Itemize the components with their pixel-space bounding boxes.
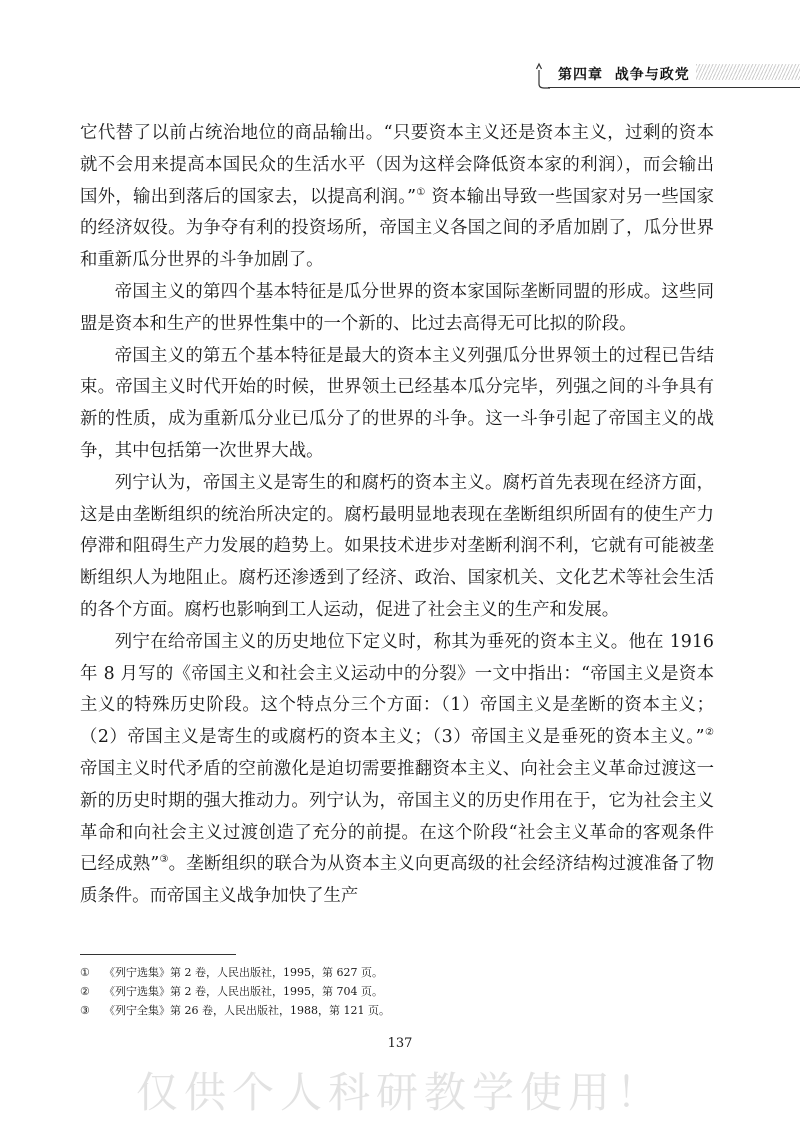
footnote-item bbox=[80, 963, 640, 982]
footnote-text: 《列宁选集》第 2 卷，人民出版社，1995，第 704 页。 bbox=[104, 985, 383, 998]
chapter-heading bbox=[558, 64, 690, 84]
header-hook-icon bbox=[536, 60, 550, 94]
footnotes bbox=[80, 963, 640, 1020]
paragraph: 列宁认为，帝国主义是寄生的和腐朽的资本主义。腐朽首先表现在经济方面，这是由垄断组织的统治所决定的。腐朽最明显地表现在垄断组织所固有的使生产力停滞和阻碍生产力发展的趋势上。如果技术进步对垄断利润不利，它就有可能被垄断组织人为地阻止。腐朽还渗透到了经济、政治、国家机关、文化艺术等社会生活的各个方面。腐朽也影响到工人运动，促进了社会主义的生产和发展。 bbox=[80, 472, 714, 620]
paragraph: 它代替了以前占统治地位的商品输出。“只要资本主义还是资本主义，过剩的资本就不会用来提高本国民众的生活水平（因为这样会降低资本家的利润），而会输出国外，输出到落后的国家去，以提高利润。”① 资本输出导致一些国家对另一些国家的经济奴役。为争夺有利的投资场所，帝国主义各国之间的矛盾加剧了，瓜分世界和重新瓜分世界的斗争加剧了。 bbox=[80, 123, 714, 271]
chapter-title: 战争与政党 bbox=[614, 67, 690, 83]
footnote-item bbox=[80, 1001, 640, 1020]
header-rule bbox=[548, 87, 800, 88]
paragraph: 帝国主义的第四个基本特征是瓜分世界的资本家国际垄断同盟的形成。这些同盟是资本和生产的世界性集中的一个新的、比过去高得无可比拟的阶段。 bbox=[80, 281, 714, 334]
paragraph: 列宁在给帝国主义的历史地位下定义时，称其为垂死的资本主义。他在 1916 年 8 月写的《帝国主义和社会主义运动中的分裂》一文中指出：“帝国主义是资本主义的特殊历史阶段。这个特点分三个方面：（1）帝国主义是垄断的资本主义；（2）帝国主义是寄生的或腐朽的资本主义；（3）帝国主义是垂死的资本主义。”② 帝国主义时代矛盾的空前激化是迫切需要推翻资本主义、向社会主义革命过渡这一新的历史时期的强大推动力。列宁认为，帝国主义的历史作用在于，它为社会主义革命和向社会主义过渡创造了充分的前提。在这个阶段“社会主义革命的客观条件已经成熟”③。垄断组织的联合为从资本主义向更高级的社会经济结构过渡准备了物质条件。而帝国主义战争加快了生产 bbox=[80, 631, 715, 907]
footnote-text: 《列宁选集》第 2 卷，人民出版社，1995，第 627 页。 bbox=[104, 966, 383, 979]
footnote-text: 《列宁全集》第 26 卷，人民出版社，1988，第 121 页。 bbox=[104, 1004, 390, 1017]
footnote-ref[interactable]: ③ bbox=[159, 854, 169, 866]
footnote-divider bbox=[80, 954, 236, 955]
footnote-ref[interactable]: ② bbox=[704, 727, 715, 739]
paragraph: 帝国主义的第五个基本特征是最大的资本主义列强瓜分世界领土的过程已告结束。帝国主义时代开始的时候，世界领土已经基本瓜分完毕，列强之间的斗争具有新的性质，成为重新瓜分业已瓜分了的世界的斗争。这一斗争引起了帝国主义的战争，其中包括第一次世界大战。 bbox=[80, 345, 714, 461]
footnote-mark: ① bbox=[80, 966, 90, 979]
footnote-ref[interactable]: ① bbox=[416, 186, 426, 198]
footnote-mark: ③ bbox=[80, 1004, 90, 1017]
chapter-number: 第四章 bbox=[558, 67, 603, 83]
header-hatch-decoration bbox=[696, 64, 800, 80]
page-number: 137 bbox=[387, 1036, 413, 1051]
watermark: 仅供个人科研教学使用！ bbox=[135, 1068, 664, 1117]
footnote-item bbox=[80, 982, 640, 1001]
footnote-mark: ② bbox=[80, 985, 90, 998]
running-header bbox=[536, 60, 800, 94]
body-text bbox=[80, 118, 714, 913]
